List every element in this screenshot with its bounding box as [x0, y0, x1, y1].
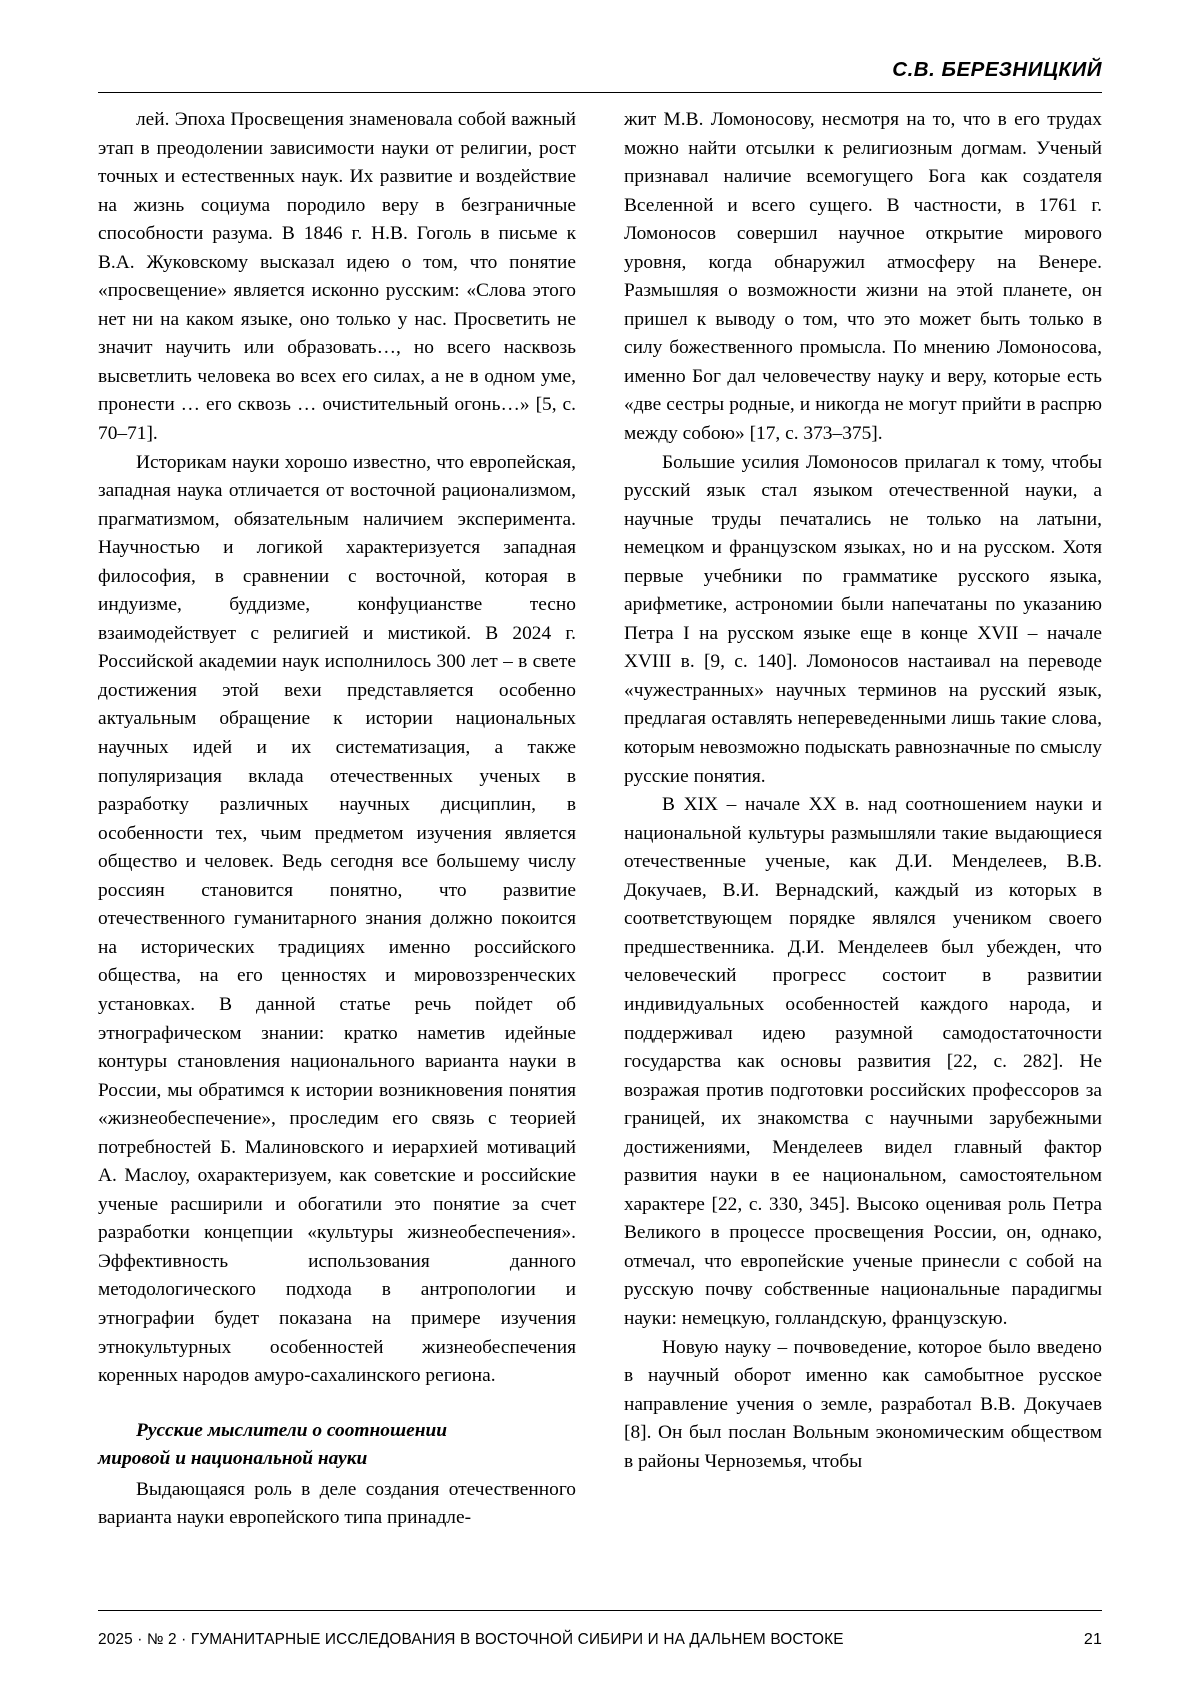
header-rule [98, 92, 1102, 93]
section-heading-line-1: Русские мыслители о соотношении [136, 1419, 448, 1441]
running-head-author: С.В. БЕРЕЗНИЦКИЙ [892, 58, 1102, 81]
page-footer [98, 1631, 1102, 1649]
paragraph: В XIX – начале XX в. над соотношением науки и национальной культуры размышляли такие выдающиеся отечественные ученые, как Д.И. Менделеев, В.В. Докучаев, В.И. Вернадский, каждый из которых в соответствующем порядке являлся учеником своего предшественника. Д.И. Менделеев был убежден, что человеческий прогресс состоит в развитии индивидуальных особенностей каждого народа, и поддерживал идею разумной самодостаточности государства как основы развития [22, с. 282]. Не возражая против подготовки российских профессоров за границей, их знакомства с научными зарубежными достижениями, Менделеев видел главный фактор развития науки в ее национальном, самостоятельном характере [22, с. 330, 345]. Высоко оценивая роль Петра Великого в процессе просвещения России, он, однако, отмечал, что европейские ученые принесли с собой на русскую почву собственные национальные парадигмы науки: немецкую, голландскую, французскую. [624, 794, 1102, 1329]
paragraph: Большие усилия Ломоносов прилагал к тому, чтобы русский язык стал языком отечественной науки, а научные труды печатались не только на латыни, немецком и французском языках, но и на русском. Хотя первые учебники по грамматике русского языка, арифметике, астрономии были напечатаны по указанию Петра I на русском языке еще в конце XVII – начале XVIII в. [9, с. 140]. Ломоносов настаивал на переводе «чужестранных» научных терминов на русский язык, предлагая оставлять непереведенными лишь такие слова, которым невозможно подыскать равнозначные по смыслу русские понятия. [624, 451, 1102, 787]
paragraph: Историкам науки хорошо известно, что европейская, западная наука отличается от восточной рационализмом, прагматизмом, обязательным наличием эксперимента. Научностью и логикой характеризуется западная философия, в сравнении с восточной, которая в индуизме, буддизме, конфуцианстве тесно взаимодействует с религией и мистикой. В 2024 г. Российской академии наук исполнилось 300 лет – в свете достижения этой вехи представляется особенно актуальным обращение к истории национальных научных идей и их систематизация, а также популяризация вклада отечественных ученых в разработку различных научных дисциплин, в особенности тех, чьим предметом изучения является общество и человек. Ведь сегодня все большему числу россиян становится понятно, что развитие отечественного гуманитарного знания должно покоится на исторических традициях именно российского общества, на его ценностях и мировоззренческих установках. В данной статье речь пойдет об этнографическом знании: кратко наметив идейные контуры становления национального варианта науки в России, мы обратимся к истории возникновения понятия «жизнеобеспечение», проследим его связь с теорией потребностей Б. Малиновского и иерархией мотиваций А. Маслоу, охарактеризуем, как советские и российские ученые расширили и обогатили это понятие за счет разработки концепции «культуры жизнеобеспечения». Эффективность использования данного методологического подхода в антропологии и этнографии будет показана на примере изучения этнокультурных особенностей жизнеобеспечения коренных народов амуро-сахалинского региона. [98, 451, 576, 1387]
left-column [98, 106, 576, 1529]
footer-rule [98, 1610, 1102, 1611]
section-spacer [98, 1391, 576, 1417]
right-column [624, 106, 1102, 1506]
paragraph: Выдающаяся роль в деле создания отечественного варианта науки европейского типа принадле- [98, 1478, 576, 1529]
page-number: 21 [1083, 1631, 1102, 1648]
section-heading-line-2: мировой и национальной науки [98, 1448, 368, 1470]
footer-journal-info: 2025 · № 2 · ГУМАНИТАРНЫЕ ИССЛЕДОВАНИЯ В ВОСТОЧНОЙ СИБИРИ И НА ДАЛЬНЕМ ВОСТОКЕ [98, 1631, 844, 1648]
paragraph: жит М.В. Ломоносову, несмотря на то, что в его трудах можно найти отсылки к религиозным догмам. Ученый признавал наличие всемогущего Бога как создателя Вселенной и всего сущего. В частности, в 1761 г. Ломоносов совершил научное открытие мирового уровня, когда обнаружил атмосферу на Венере. Размышляя о возможности жизни на этой планете, он пришел к выводу о том, что это может быть только в силу божественного промысла. По мнению Ломоносова, именно Бог дал человечеству науку и веру, которые есть «две сестры родные, и никогда не могут прийти в распрю между собою» [17, с. 373–375]. [624, 109, 1102, 445]
paragraph: Новую науку – почвоведение, которое было введено в научный оборот именно как самобытное русское направление учения о земле, разработал В.В. Докучаев [8]. Он был послан Вольным экономическим обществом в районы Черноземья, чтобы [624, 1336, 1102, 1472]
paragraph: лей. Эпоха Просвещения знаменовала собой важный этап в преодолении зависимости науки от религии, рост точных и естественных наук. Их развитие и воздействие на жизнь социума породило веру в безграничные способности разума. В 1846 г. Н.В. Гоголь в письме к В.А. Жуковскому высказал идею о том, что понятие «просвещение» является исконно русским: «Слова этого нет ни на каком языке, оно только у нас. Просветить не значит научить или образовать…, но всего насквозь высветлить человека во всех его силах, а не в одном уме, пронести … его сквозь … очистительный огонь…» [5, с. 70–71]. [98, 109, 576, 445]
two-column-text-body [98, 106, 1102, 1529]
